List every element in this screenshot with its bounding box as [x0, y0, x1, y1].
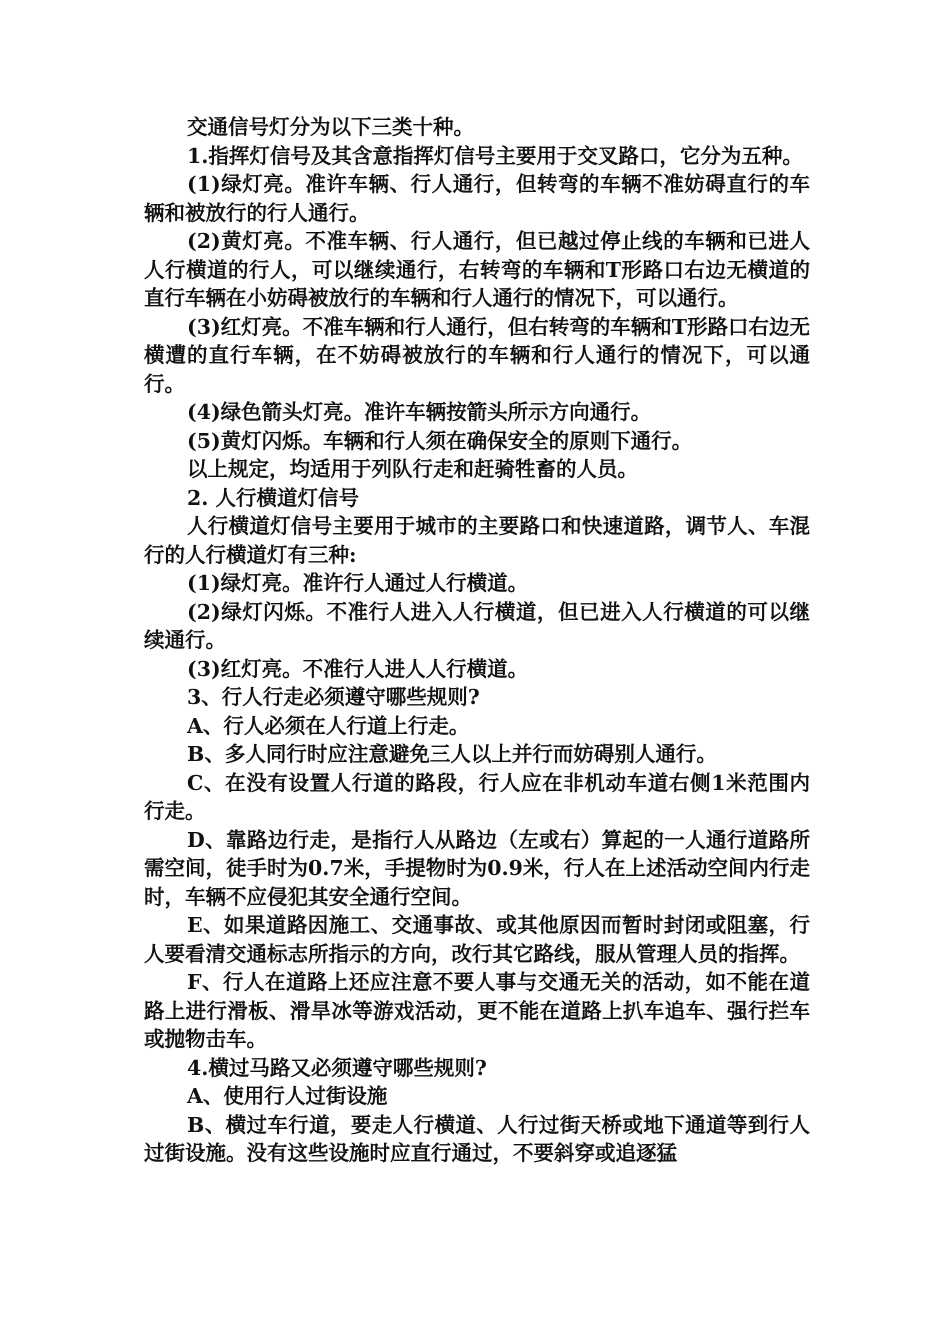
- paragraph: (1)绿灯亮。准许车辆、行人通行，但转弯的车辆不准妨碍直行的车辆和被放行的行人通行。: [144, 172, 810, 225]
- paragraph: (5)黄灯闪烁。车辆和行人须在确保安全的原则下通行。: [187, 428, 693, 453]
- paragraph: 1.指挥灯信号及其含意指挥灯信号主要用于交叉路口，它分为五种。: [187, 143, 803, 168]
- section-heading: 4.横过马路又必须遵守哪些规则?: [187, 1055, 487, 1080]
- paragraph: B、横过车行道，要走人行横道、人行过街天桥或地下通道等到行人过街设施。没有这些设施时应直行通过，不要斜穿或追逐猛: [144, 1112, 810, 1165]
- paragraph: (2)绿灯闪烁。不准行人进入人行横道，但已进入人行横道的可以继续通行。: [144, 599, 810, 652]
- section-heading: 3、行人行走必须遵守哪些规则?: [187, 685, 480, 709]
- paragraph: (1)绿灯亮。准许行人通过人行横道。: [187, 571, 529, 595]
- paragraph: D、靠路边行走，是指行人从路边（左或右）算起的一人通行道路所需空间，徒手时为0.7米，手提物时为0.9米，行人在上述活动空间内行走时，车辆不应侵犯其安全通行空间。: [144, 827, 810, 909]
- document-body: [144, 113, 810, 1168]
- paragraph: A、行人必须在人行道上行走。: [187, 713, 470, 738]
- paragraph: E、如果道路因施工、交通事故、或其他原因而暂时封闭或阻塞，行人要看清交通标志所指示的方向，改行其它路线，服从管理人员的指挥。: [144, 913, 810, 966]
- paragraph: 交通信号灯分为以下三类十种。: [187, 115, 474, 139]
- paragraph: C、在没有设置人行道的路段，行人应在非机动车道右侧1米范围内行走。: [144, 770, 810, 823]
- paragraph: F、行人在道路上还应注意不要人事与交通无关的活动，如不能在道路上进行滑板、滑旱冰等游戏活动，更不能在道路上扒车追车、强行拦车或抛物击车。: [144, 970, 810, 1051]
- paragraph: (4)绿色箭头灯亮。准许车辆按箭头所示方向通行。: [187, 400, 652, 424]
- paragraph: 人行横道灯信号主要用于城市的主要路口和快速道路，调节人、车混行的人行横道灯有三种:: [144, 514, 810, 567]
- paragraph: (3)红灯亮。不准行人进人人行横道。: [187, 656, 529, 681]
- paragraph: (3)红灯亮。不准车辆和行人通行，但右转弯的车辆和T形路口右边无横遭的直行车辆，在不妨碍被放行的车辆和行人通行的情况下，可以通行。: [144, 314, 810, 396]
- paragraph: 以上规定，均适用于列队行走和赶骑牲畜的人员。: [187, 457, 638, 481]
- paragraph: (2)黄灯亮。不准车辆、行人通行，但已越过停止线的车辆和已进人人行横道的行人，可以继续通行，右转弯的车辆和T形路口右边无横道的直行车辆在小妨碍被放行的车辆和行人通行的情况下，可以通行。: [144, 229, 810, 310]
- paragraph: B、多人同行时应注意避免三人以上并行而妨碍别人通行。: [187, 742, 717, 766]
- section-heading: 2. 人行横道灯信号: [187, 485, 360, 510]
- paragraph: A、使用行人过街设施: [187, 1084, 388, 1108]
